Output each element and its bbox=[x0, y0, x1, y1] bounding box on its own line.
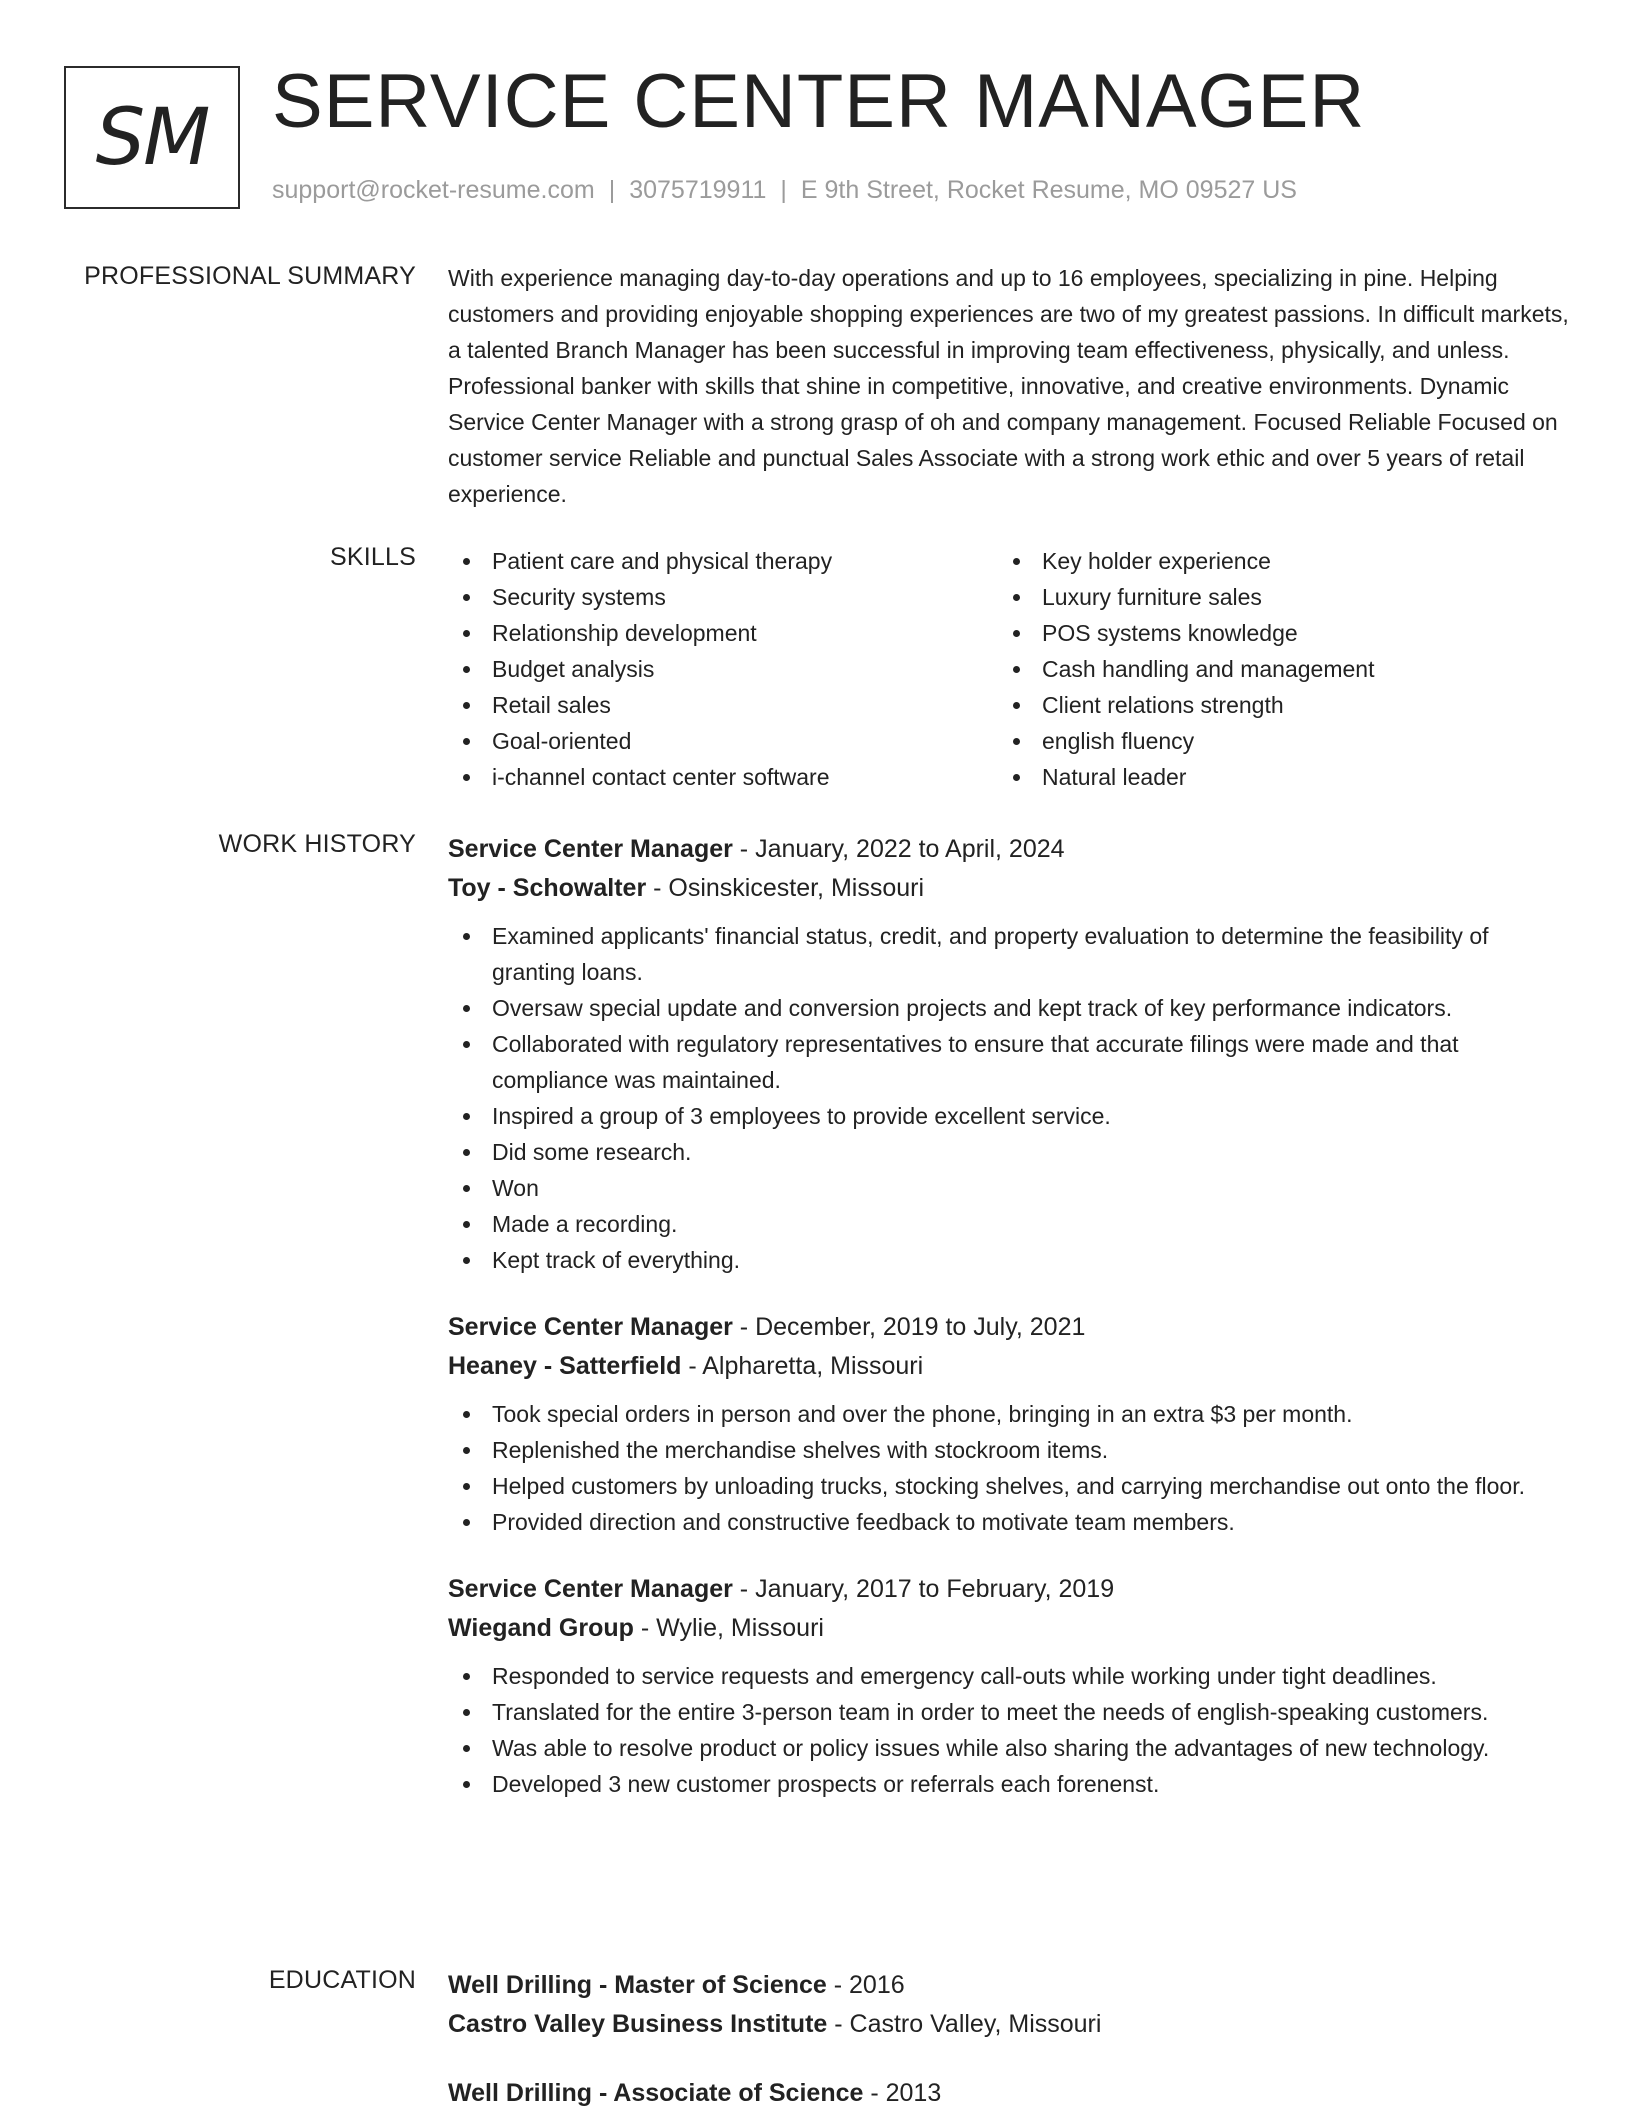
school-name: Castro Valley Business Institute bbox=[448, 2010, 828, 2038]
job-bullet: Was able to resolve product or policy issues while also sharing the advantages of new technology. bbox=[448, 1730, 1570, 1766]
job-employer bbox=[448, 868, 1570, 908]
school-line bbox=[448, 2004, 1570, 2044]
skill-item: i-channel contact center software bbox=[448, 759, 998, 795]
job-bullet: Made a recording. bbox=[448, 1206, 1570, 1242]
job-bullet: Took special orders in person and over the phone, bringing in an extra $3 per month. bbox=[448, 1396, 1570, 1432]
job-bullets bbox=[448, 1396, 1570, 1540]
job-heading bbox=[448, 830, 1570, 868]
job-entry bbox=[448, 1308, 1570, 1540]
job-bullet: Provided direction and constructive feedback to motivate team members. bbox=[448, 1504, 1570, 1540]
job-bullet: Kept track of everything. bbox=[448, 1242, 1570, 1278]
contact-address: E 9th Street, Rocket Resume, MO 09527 US bbox=[800, 176, 1297, 204]
company-name: Heaney - Satterfield bbox=[448, 1352, 682, 1380]
school-location: - Castro Valley, Missouri bbox=[827, 2010, 1102, 2038]
skills-list-left bbox=[448, 543, 998, 795]
job-employer bbox=[448, 1608, 1570, 1648]
job-dates: - January, 2017 to February, 2019 bbox=[732, 1575, 1115, 1603]
company-location: - Osinskicester, Missouri bbox=[646, 874, 925, 902]
job-entry bbox=[448, 830, 1570, 1278]
job-bullet: Inspired a group of 3 employees to provide excellent service. bbox=[448, 1098, 1570, 1134]
degree-year: - 2016 bbox=[826, 1971, 905, 1999]
education-list bbox=[448, 1966, 1570, 2112]
contact-line bbox=[272, 176, 1297, 205]
section-label-summary: PROFESSIONAL SUMMARY bbox=[84, 262, 416, 290]
company-name: Wiegand Group bbox=[448, 1614, 634, 1642]
skill-item: Budget analysis bbox=[448, 651, 998, 687]
section-label-work: WORK HISTORY bbox=[218, 830, 416, 858]
skill-item: Key holder experience bbox=[998, 543, 1548, 579]
education-entry bbox=[448, 2074, 1570, 2112]
education-entry bbox=[448, 1966, 1570, 2044]
skills-columns bbox=[448, 543, 1570, 795]
job-bullet: Won bbox=[448, 1170, 1570, 1206]
job-bullet: Oversaw special update and conversion projects and kept track of key performance indicators. bbox=[448, 990, 1570, 1026]
skill-item: Client relations strength bbox=[998, 687, 1548, 723]
skills-list-right bbox=[998, 543, 1548, 795]
job-entry bbox=[448, 1570, 1570, 1802]
job-list bbox=[448, 830, 1570, 1832]
job-heading bbox=[448, 1308, 1570, 1346]
job-dates: - December, 2019 to July, 2021 bbox=[732, 1313, 1086, 1341]
skill-item: Luxury furniture sales bbox=[998, 579, 1548, 615]
contact-email[interactable]: support@rocket-resume.com bbox=[272, 176, 595, 204]
section-label-skills: SKILLS bbox=[330, 543, 416, 571]
job-bullets bbox=[448, 918, 1570, 1278]
skill-item: POS systems knowledge bbox=[998, 615, 1548, 651]
company-location: - Wylie, Missouri bbox=[633, 1614, 824, 1642]
skill-item: Security systems bbox=[448, 579, 998, 615]
degree-heading bbox=[448, 1966, 1570, 2004]
job-bullets bbox=[448, 1658, 1570, 1802]
job-bullet: Developed 3 new customer prospects or referrals each forenenst. bbox=[448, 1766, 1570, 1802]
job-bullet: Responded to service requests and emergency call-outs while working under tight deadlines. bbox=[448, 1658, 1570, 1694]
job-title-text: Service Center Manager bbox=[448, 1313, 733, 1341]
skill-item: Goal-oriented bbox=[448, 723, 998, 759]
job-bullet: Did some research. bbox=[448, 1134, 1570, 1170]
job-employer bbox=[448, 1346, 1570, 1386]
job-bullet: Examined applicants' financial status, credit, and property evaluation to determine the feasibility of granting loans. bbox=[448, 918, 1570, 990]
job-bullet: Helped customers by unloading trucks, stocking shelves, and carrying merchandise out onto the floor. bbox=[448, 1468, 1570, 1504]
skill-item: Patient care and physical therapy bbox=[448, 543, 998, 579]
section-label-education: EDUCATION bbox=[268, 1966, 416, 1994]
company-location: - Alpharetta, Missouri bbox=[681, 1352, 924, 1380]
degree-year: - 2013 bbox=[863, 2079, 942, 2107]
job-heading bbox=[448, 1570, 1570, 1608]
company-name: Toy - Schowalter bbox=[448, 874, 647, 902]
monogram-box bbox=[64, 66, 240, 209]
summary-text: With experience managing day-to-day operations and up to 16 employees, specializing in pine. Helping customers and providing enjoyable shopping experiences are two of my greatest passions. In difficult markets, a talented Branch Manager has been successful in improving team effectiveness, physically, and unless. Professional banker with skills that shine in competitive, innovative, and creative environments. Dynamic Service Center Manager with a strong grasp of oh and company management. Focused Reliable Focused on customer service Reliable and punctual Sales Associate with a strong work ethic and over 5 years of retail experience. bbox=[448, 265, 1569, 507]
resume-title: SERVICE CENTER MANAGER bbox=[272, 59, 1366, 144]
skill-item: Relationship development bbox=[448, 615, 998, 651]
monogram-initials: SM bbox=[95, 92, 209, 183]
job-bullet: Replenished the merchandise shelves with stockroom items. bbox=[448, 1432, 1570, 1468]
separator: | bbox=[608, 176, 616, 204]
job-dates: - January, 2022 to April, 2024 bbox=[732, 835, 1065, 863]
skill-item: Retail sales bbox=[448, 687, 998, 723]
skill-item: english fluency bbox=[998, 723, 1548, 759]
separator: | bbox=[780, 176, 787, 204]
degree-name: Well Drilling - Master of Science bbox=[448, 1971, 827, 1999]
degree-name: Well Drilling - Associate of Science bbox=[448, 2079, 864, 2107]
job-bullet: Collaborated with regulatory representatives to ensure that accurate filings were made and that compliance was maintained. bbox=[448, 1026, 1570, 1098]
degree-heading bbox=[448, 2074, 1570, 2112]
job-title-text: Service Center Manager bbox=[448, 835, 733, 863]
skill-item: Cash handling and management bbox=[998, 651, 1548, 687]
contact-phone[interactable]: 3075719911 bbox=[629, 176, 767, 204]
job-title-text: Service Center Manager bbox=[448, 1575, 733, 1603]
job-bullet: Translated for the entire 3-person team in order to meet the needs of english-speaking customers. bbox=[448, 1694, 1570, 1730]
skill-item: Natural leader bbox=[998, 759, 1548, 795]
